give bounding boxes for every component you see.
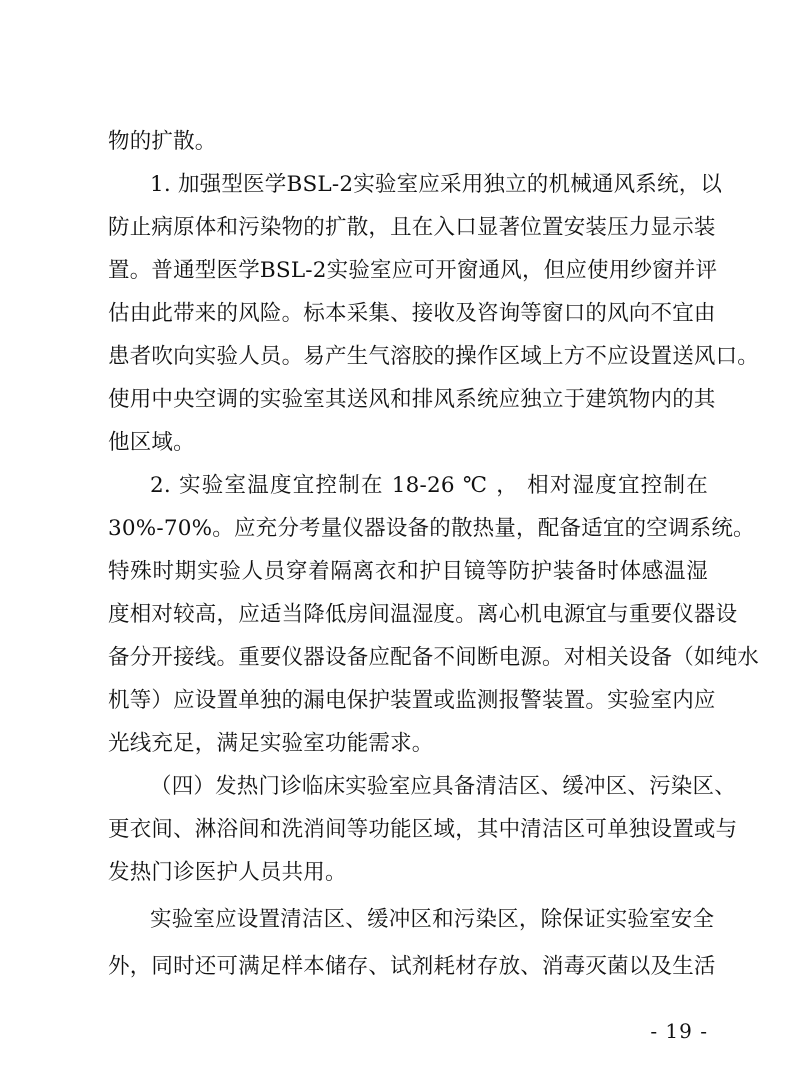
paragraph-line: 机等）应设置单独的漏电保护装置或监测报警装置。实验室内应 [108, 688, 716, 713]
paragraph-line: 更衣间、淋浴间和洗消间等功能区域，其中清洁区可单独设置或与 [108, 817, 738, 842]
paragraph-line: 外，同时还可满足样本储存、试剂耗材存放、消毒灭菌以及生活 [108, 954, 716, 979]
paragraph-line: （四）发热门诊临床实验室应具备清洁区、缓冲区、污染区、 [150, 774, 736, 799]
page-number: - 19 - [650, 1019, 708, 1043]
paragraph-line: 发热门诊医护人员共用。 [108, 860, 347, 885]
paragraph-line: 估由此带来的风险。标本采集、接收及咨询等窗口的风向不宜由 [108, 301, 716, 326]
paragraph-line: 度相对较高，应适当降低房间温湿度。离心机电源宜与重要仪器设 [108, 602, 738, 627]
paragraph-line: 防止病原体和污染物的扩散，且在入口显著位置安装压力显示装 [108, 215, 716, 240]
paragraph-line: 实验室应设置清洁区、缓冲区和污染区，除保证实验室安全 [150, 907, 715, 932]
paragraph-line: 患者吹向实验人员。易产生气溶胶的操作区域上方不应设置送风口。 [108, 344, 760, 369]
paragraph-line: 使用中央空调的实验室其送风和排风系统应独立于建筑物内的其 [108, 387, 716, 412]
paragraph-line: 1. 加强型医学BSL-2实验室应采用独立的机械通风系统，以 [150, 172, 723, 197]
paragraph-line: 光线充足，满足实验室功能需求。 [108, 731, 434, 756]
paragraph-line: 置。普通型医学BSL-2实验室应可开窗通风，但应使用纱窗并评 [108, 258, 718, 283]
paragraph-line: 物的扩散。 [108, 129, 217, 154]
paragraph-line: 30%-70%。应充分考量仪器设备的散热量，配备适宜的空调系统。 [108, 516, 755, 541]
paragraph-line: 备分开接线。重要仪器设备应配备不间断电源。对相关设备（如纯水 [108, 645, 760, 670]
paragraph-line: 他区域。 [108, 430, 195, 455]
paragraph-line: 特殊时期实验人员穿着隔离衣和护目镜等防护装备时体感温湿 [108, 559, 708, 584]
paragraph-line: 2. 实验室温度宜控制在 18-26 ℃ ， 相对湿度宜控制在 [150, 473, 708, 498]
